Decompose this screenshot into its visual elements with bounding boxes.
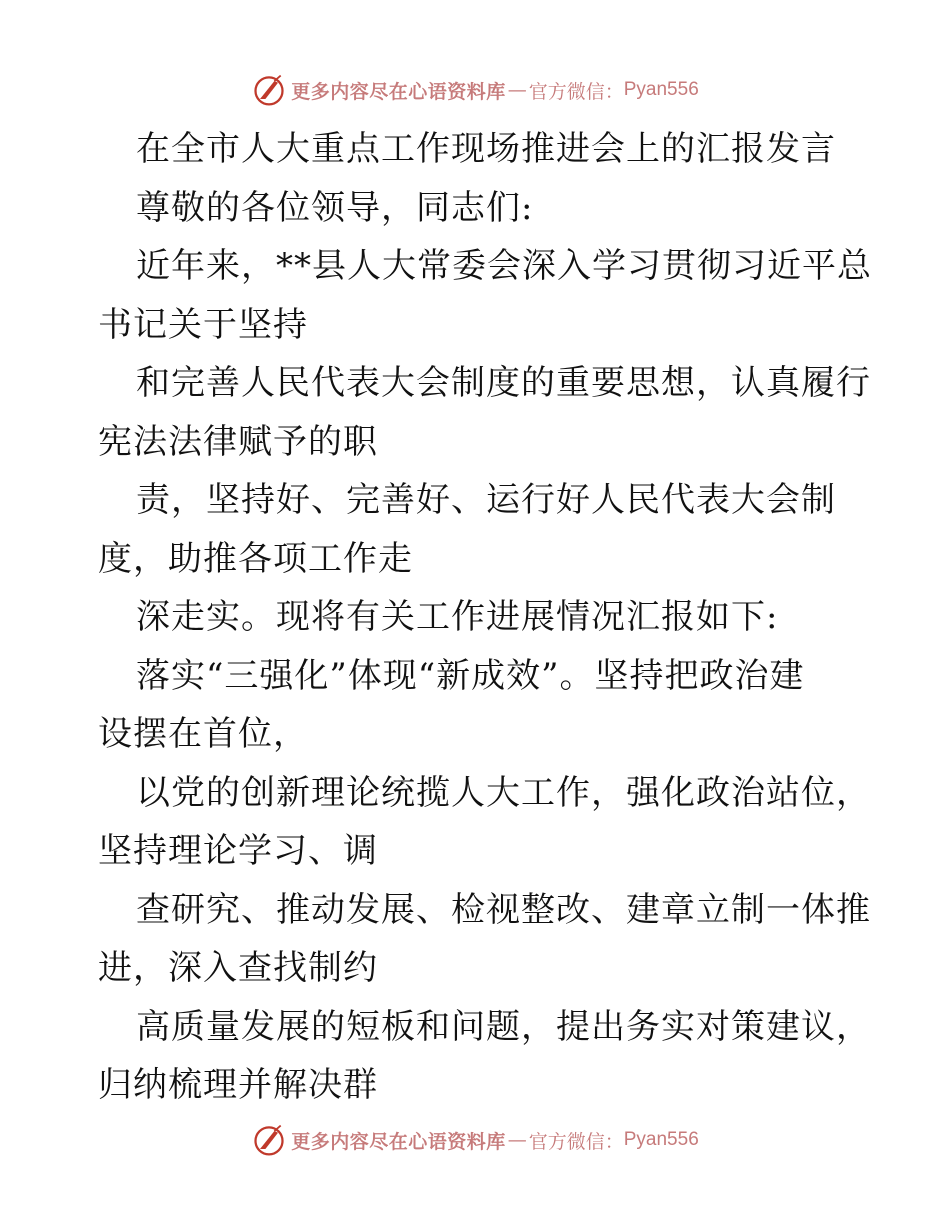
text-line: 归纳梳理并解决群 xyxy=(98,1065,378,1105)
text-line: 高质量发展的短板和问题，提出务实对策建议， xyxy=(136,1006,871,1047)
text-line: 设摆在首位， xyxy=(98,714,308,754)
text-line: 深走实。现将有关工作进展情况汇报如下: xyxy=(136,597,779,637)
watermark-separator: — xyxy=(507,79,527,101)
text-line: 和完善人民代表大会制度的重要思想，认真履行 xyxy=(136,363,871,403)
text-line: 度，助推各项工作走 xyxy=(98,538,413,579)
text-line: 宪法法律赋予的职 xyxy=(98,421,378,462)
watermark-wechat-label: 官方微信： xyxy=(528,1130,624,1153)
salutation: 尊敬的各位领导，同志们: xyxy=(136,187,534,228)
text-line: 坚持理论学习、调 xyxy=(98,831,378,871)
watermark-footer xyxy=(0,1120,950,1160)
document-body xyxy=(98,120,872,1115)
text-line: 责，坚持好、完善好、运行好人民代表大会制 xyxy=(136,480,836,520)
watermark-separator: — xyxy=(507,1129,527,1151)
watermark-site-name: 更多内容尽在心语资料库 xyxy=(291,1130,506,1153)
text-line: 书记关于坚持 xyxy=(98,304,308,345)
quill-pen-logo-icon xyxy=(251,1122,287,1158)
watermark-wechat-id: Pyan556 xyxy=(623,79,699,100)
document-title: 在全市人大重点工作现场推进会上的汇报发言 xyxy=(136,129,836,169)
quill-pen-logo-icon xyxy=(251,72,287,108)
text-line: 进，深入查找制约 xyxy=(98,948,378,988)
watermark-site-name: 更多内容尽在心语资料库 xyxy=(291,80,506,103)
text-line: 落实“三强化”体现“新成效”。坚持把政治建 xyxy=(136,655,805,696)
text-line: 以党的创新理论统揽人大工作，强化政治站位， xyxy=(136,772,871,813)
text-line: 查研究、推动发展、检视整改、建章立制一体推 xyxy=(136,889,871,930)
watermark-wechat-id: Pyan556 xyxy=(623,1129,699,1150)
watermark-header xyxy=(0,70,950,110)
watermark-wechat-label: 官方微信： xyxy=(528,80,624,103)
text-line: 近年来，**县人大常委会深入学习贯彻习近平总 xyxy=(136,246,872,286)
